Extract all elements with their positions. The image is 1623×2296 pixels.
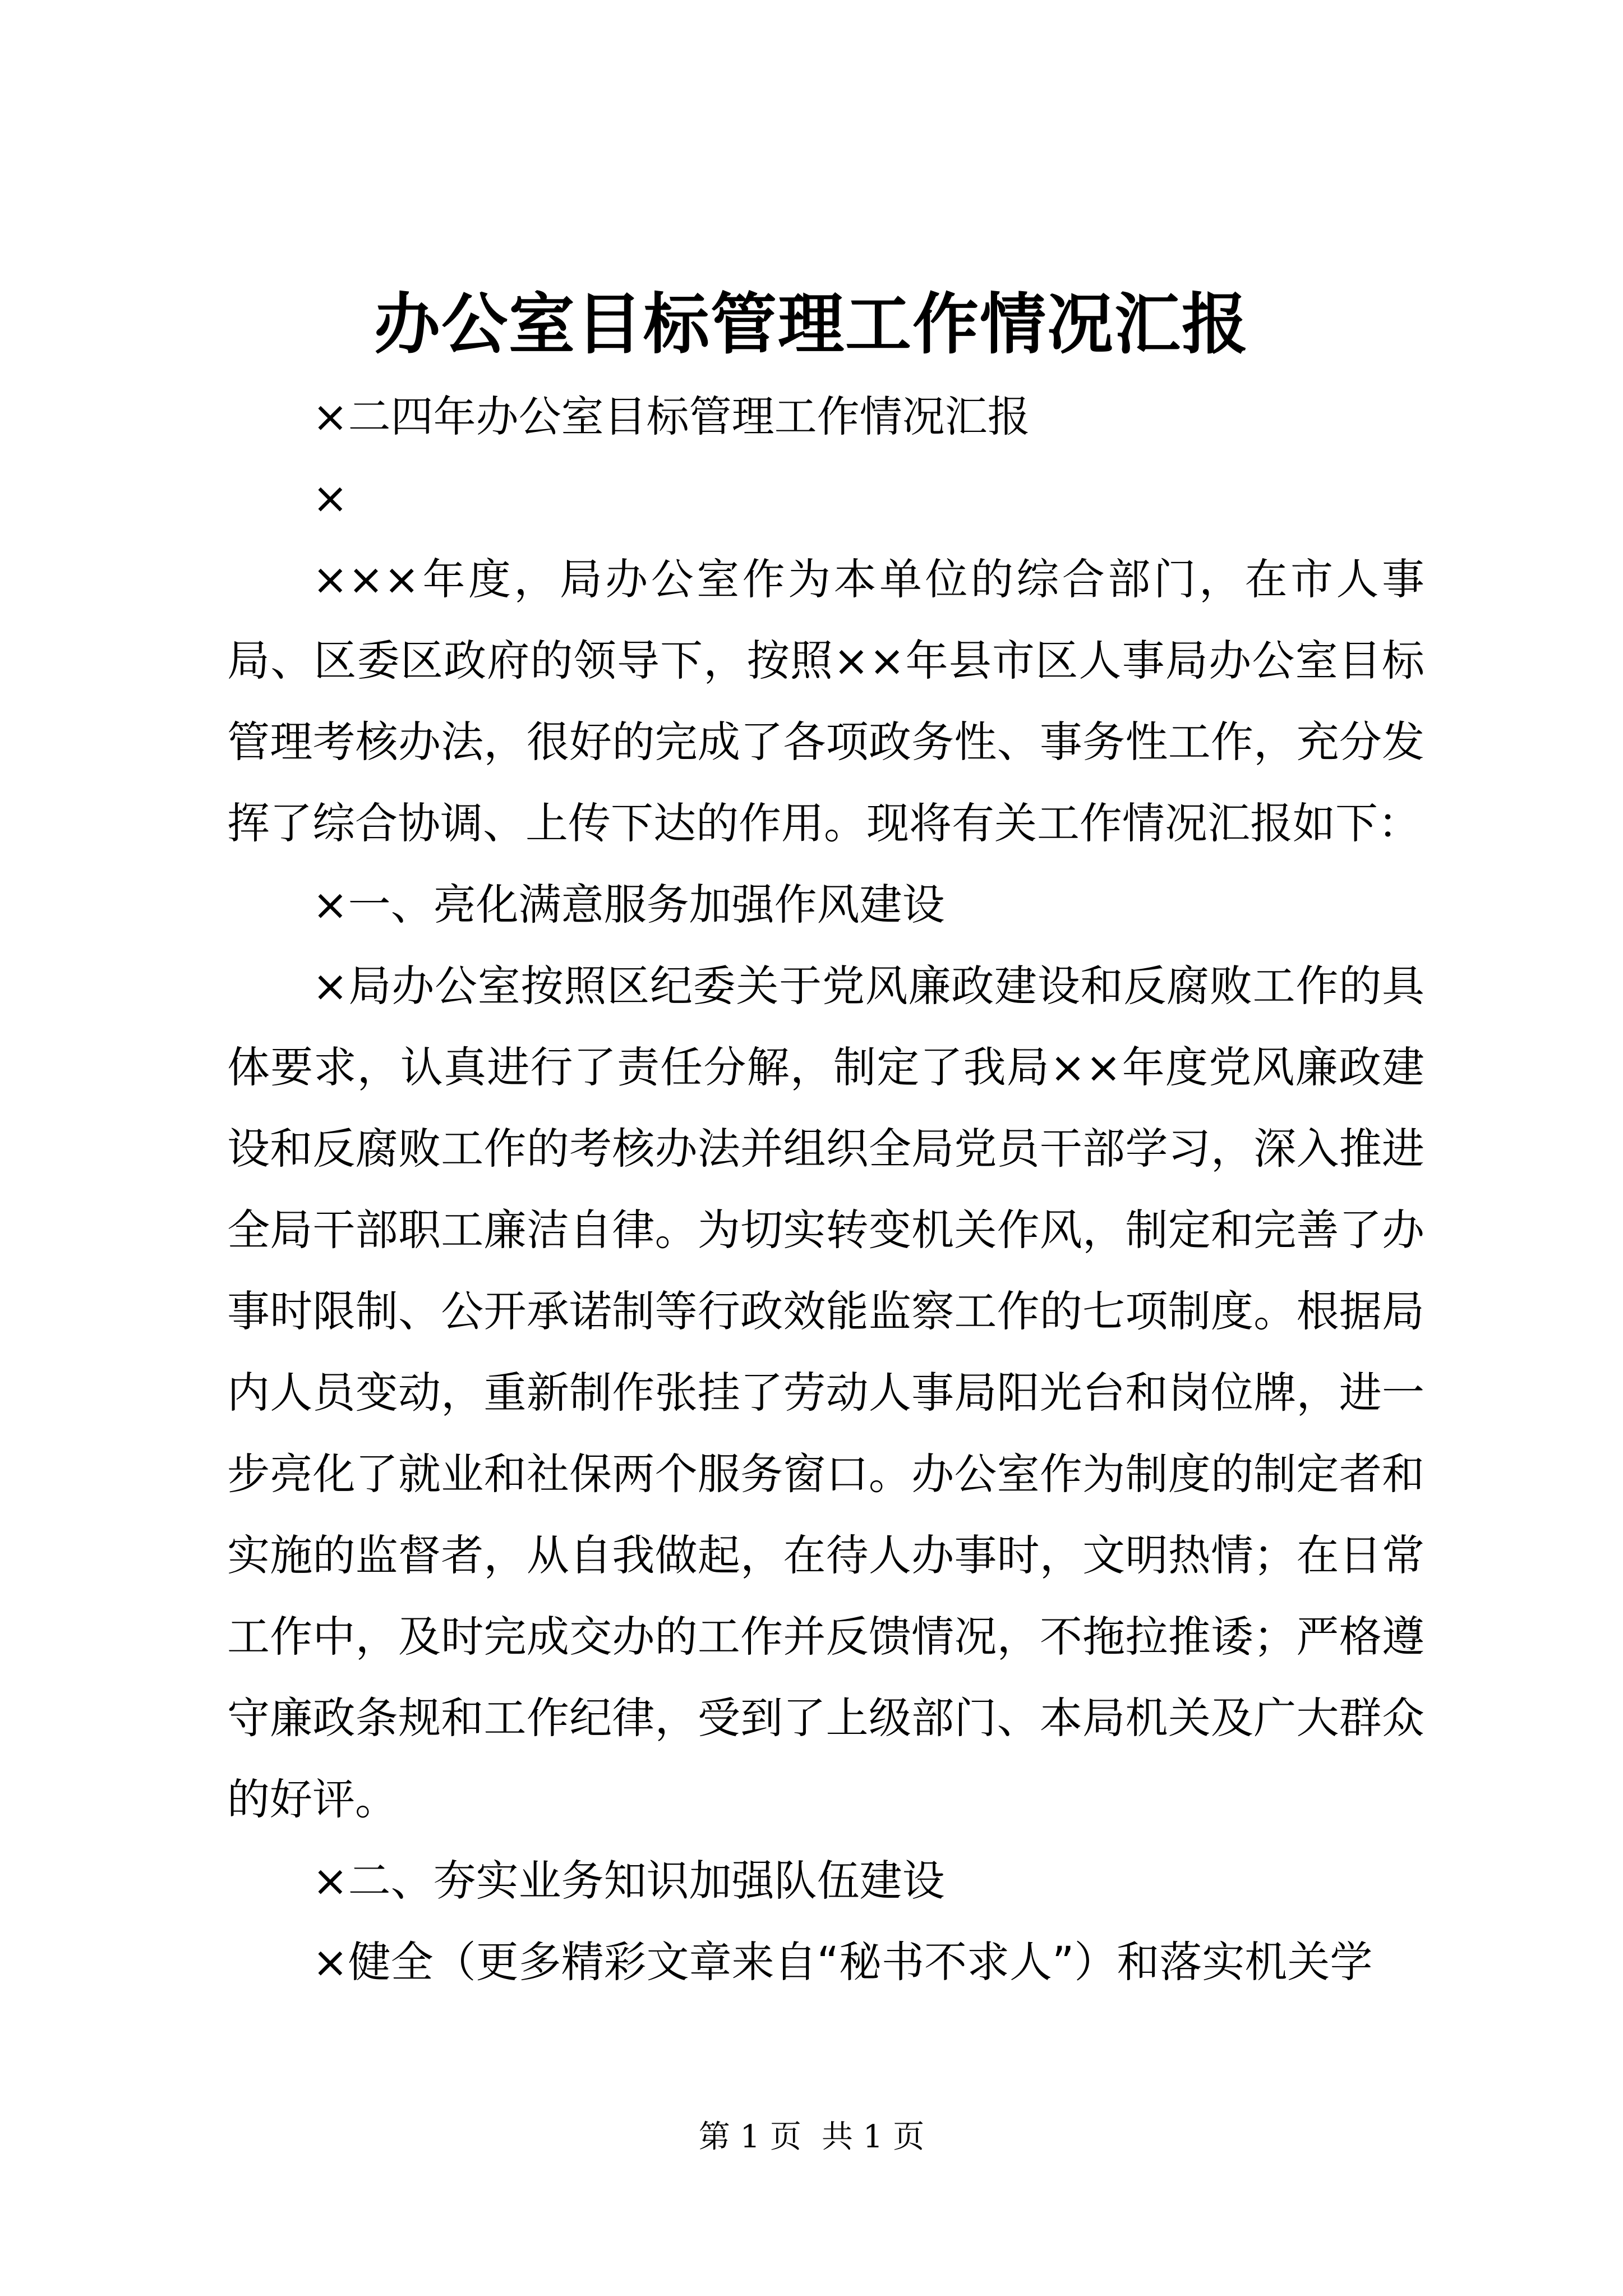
paragraph-subtitle: ×二四年办公室目标管理工作情况汇报 bbox=[312, 392, 1030, 441]
document-body bbox=[227, 376, 1424, 2003]
page-number-current: 第 1 页 bbox=[698, 2119, 801, 2155]
section-heading-1: ×一、亮化满意服务加强作风建设 bbox=[312, 880, 945, 930]
paragraph-intro: ×××年度，局办公室作为本单位的综合部门，在市人事局、区委区政府的领导下，按照××年县市区人事局办公室目标管理考核办法，很好的完成了各项政务性、事务性工作，充分发挥了综合协调、上传下达的作用。现将有关工作情况汇报如下： bbox=[227, 554, 1424, 848]
paragraph-marker: × bbox=[312, 473, 348, 523]
document-title: 办公室目标管理工作情况汇报 bbox=[374, 285, 1249, 363]
section-heading-2: ×二、夯实业务知识加强队伍建设 bbox=[312, 1856, 945, 1906]
page-footer bbox=[0, 2115, 1623, 2160]
paragraph-section-2: ×健全（更多精彩文章来自“秘书不求人”）和落实机关学 bbox=[312, 1937, 1373, 1987]
paragraph-section-1: ×局办公室按照区纪委关于党风廉政建设和反腐败工作的具体要求，认真进行了责任分解，制定了我局××年度党风廉政建设和反腐败工作的考核办法并组织全局党员干部学习，深入推进全局干部职工廉洁自律。为切实转变机关作风，制定和完善了办事时限制、公开承诺制等行政效能监察工作的七项制度。根据局内人员变动，重新制作张挂了劳动人事局阳光台和岗位牌，进一步亮化了就业和社保两个服务窗口。办公室作为制度的制定者和实施的监督者，从自我做起，在待人办事时，文明热情；在日常工作中，及时完成交办的工作并反馈情况，不拖拉推诿；严格遵守廉政条规和工作纪律，受到了上级部门、本局机关及广大群众的好评。 bbox=[227, 961, 1424, 1824]
page-number-total: 共 1 页 bbox=[822, 2119, 925, 2155]
